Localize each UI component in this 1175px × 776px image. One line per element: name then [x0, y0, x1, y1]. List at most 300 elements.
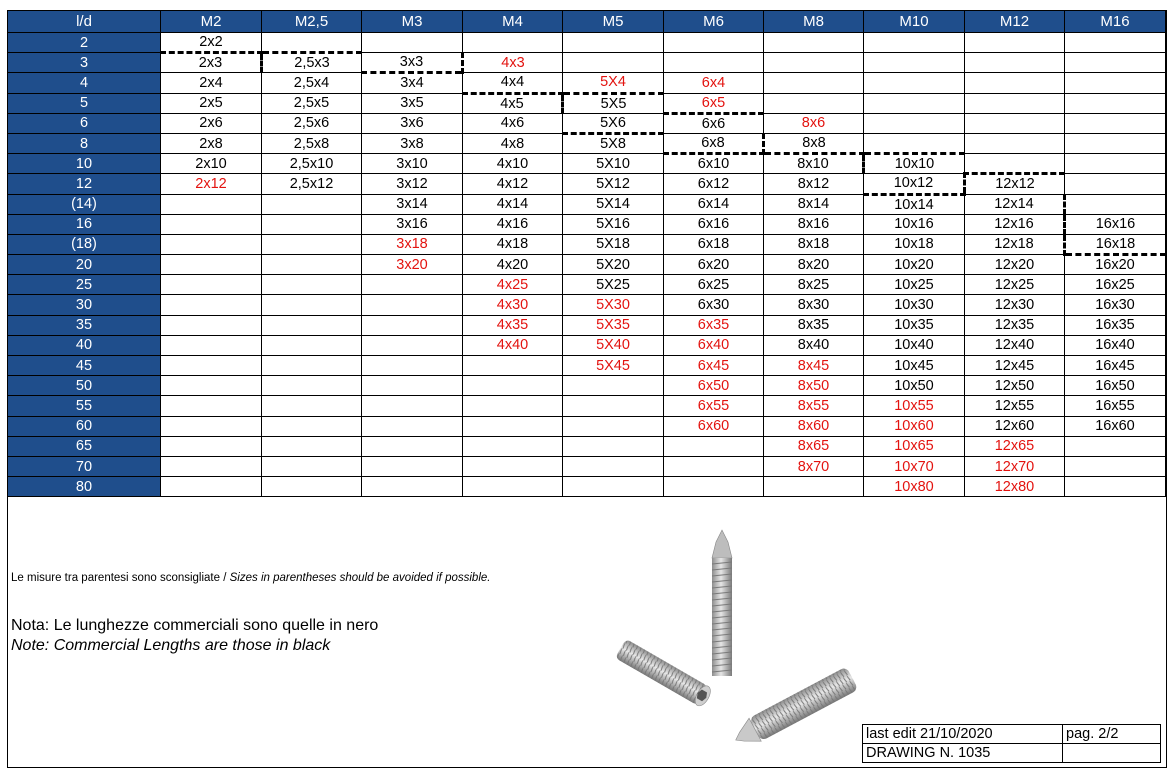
- size-cell: [463, 356, 563, 376]
- table-row: [8, 255, 1166, 275]
- size-cell: 6x25: [664, 275, 764, 295]
- front-screw: [730, 667, 859, 752]
- size-cell: 3x18: [362, 234, 463, 254]
- size-cell: 6x40: [664, 335, 764, 355]
- size-cell: [1065, 93, 1166, 113]
- size-cell: 5X10: [563, 154, 664, 174]
- table-row: [8, 356, 1166, 376]
- size-cell: 16x25: [1065, 275, 1166, 295]
- size-cell: 5X30: [563, 295, 664, 315]
- size-cell: [161, 315, 262, 335]
- size-cell: 12x45: [965, 356, 1065, 376]
- length-label: 5: [8, 93, 161, 113]
- size-cell: 5X6: [563, 113, 664, 133]
- size-cell: [262, 275, 362, 295]
- table-row: [8, 154, 1166, 174]
- size-cell: 5X45: [563, 356, 664, 376]
- size-cell: [161, 416, 262, 436]
- commercial-lengths-note: [11, 616, 378, 656]
- size-cell: 6x18: [664, 234, 764, 254]
- length-label: 70: [8, 456, 161, 476]
- size-cell: 16x35: [1065, 315, 1166, 335]
- size-cell: 16x20: [1065, 255, 1166, 275]
- table-row: [8, 194, 1166, 214]
- length-label: 20: [8, 255, 161, 275]
- size-cell: 10x18: [864, 234, 965, 254]
- size-cell: [965, 154, 1065, 174]
- length-label: 6: [8, 113, 161, 133]
- size-cell: 2,5x6: [262, 113, 362, 133]
- length-label: 25: [8, 275, 161, 295]
- size-cell: 16x40: [1065, 335, 1166, 355]
- size-cell: 4x4: [463, 73, 563, 93]
- size-cell: [161, 214, 262, 234]
- length-label: 35: [8, 315, 161, 335]
- length-label: 80: [8, 477, 161, 497]
- size-cell: 6x10: [664, 154, 764, 174]
- size-cell: [664, 436, 764, 456]
- size-cell: 5X16: [563, 214, 664, 234]
- size-cell: 10x30: [864, 295, 965, 315]
- header-size: M12: [965, 11, 1065, 33]
- size-cell: 12x40: [965, 335, 1065, 355]
- size-cell: 6x4: [664, 73, 764, 93]
- size-cell: 12x60: [965, 416, 1065, 436]
- size-cell: [864, 53, 965, 73]
- size-cell: 3x3: [362, 53, 463, 73]
- size-cell: 5X8: [563, 133, 664, 153]
- length-label: 55: [8, 396, 161, 416]
- size-cell: 3x16: [362, 214, 463, 234]
- size-cell: 4x25: [463, 275, 563, 295]
- length-label: 10: [8, 154, 161, 174]
- size-cell: 5X40: [563, 335, 664, 355]
- size-cell: 4x6: [463, 113, 563, 133]
- parentheses-note: Le misure tra parentesi sono sconsigliate / Sizes in parentheses should be avoided if possible.: [11, 572, 491, 584]
- table-row: [8, 234, 1166, 254]
- header-size: M6: [664, 11, 764, 33]
- size-cell: 4x20: [463, 255, 563, 275]
- size-cell: [1065, 436, 1166, 456]
- size-cell: 12x20: [965, 255, 1065, 275]
- table-row: [8, 315, 1166, 335]
- size-cell: [764, 477, 864, 497]
- size-cell: 12x35: [965, 315, 1065, 335]
- length-label: 2: [8, 33, 161, 53]
- size-cell: [362, 456, 463, 476]
- size-cell: 8x8: [764, 133, 864, 153]
- size-cell: 16x18: [1065, 234, 1166, 254]
- blank-cell: [1063, 744, 1161, 763]
- size-cell: 2x5: [161, 93, 262, 113]
- table-row: [8, 133, 1166, 153]
- size-cell: [1065, 174, 1166, 194]
- size-cell: 16x60: [1065, 416, 1166, 436]
- size-cell: 2,5x4: [262, 73, 362, 93]
- size-cell: 10x50: [864, 376, 965, 396]
- size-cell: 8x16: [764, 214, 864, 234]
- size-cell: [161, 335, 262, 355]
- size-cell: 8x55: [764, 396, 864, 416]
- size-cell: [664, 477, 764, 497]
- size-cell: 10x10: [864, 154, 965, 174]
- size-cell: 6x5: [664, 93, 764, 113]
- header-size: M2: [161, 11, 262, 33]
- size-cell: 2x12: [161, 174, 262, 194]
- table-row: [8, 53, 1166, 73]
- table-row: [8, 477, 1166, 497]
- size-table: [7, 10, 1166, 497]
- size-cell: [965, 93, 1065, 113]
- size-cell: 2,5x3: [262, 53, 362, 73]
- size-cell: 8x14: [764, 194, 864, 214]
- size-cell: 10x55: [864, 396, 965, 416]
- size-cell: 2x2: [161, 33, 262, 53]
- size-cell: [161, 234, 262, 254]
- table-row: [8, 214, 1166, 234]
- size-cell: [1065, 194, 1166, 214]
- size-cell: 16x16: [1065, 214, 1166, 234]
- size-cell: [1065, 133, 1166, 153]
- size-cell: [362, 376, 463, 396]
- size-cell: [965, 73, 1065, 93]
- size-cell: 3x6: [362, 113, 463, 133]
- size-cell: [463, 396, 563, 416]
- size-cell: 4x8: [463, 133, 563, 153]
- nota-italian: Nota: Le lunghezze commerciali sono quelle in nero: [11, 617, 379, 634]
- size-cell: 4x10: [463, 154, 563, 174]
- size-cell: 6x50: [664, 376, 764, 396]
- size-cell: 5X5: [563, 93, 664, 113]
- size-cell: 10x70: [864, 456, 965, 476]
- size-cell: 2x3: [161, 53, 262, 73]
- table-row: [8, 376, 1166, 396]
- size-cell: 6x12: [664, 174, 764, 194]
- size-cell: [161, 295, 262, 315]
- length-label: (14): [8, 194, 161, 214]
- size-cell: [664, 53, 764, 73]
- size-cell: 10x60: [864, 416, 965, 436]
- size-cell: 4x40: [463, 335, 563, 355]
- size-cell: [463, 436, 563, 456]
- header-size: M4: [463, 11, 563, 33]
- size-cell: [161, 436, 262, 456]
- length-label: (18): [8, 234, 161, 254]
- last-edit: last edit 21/10/2020: [863, 725, 1063, 744]
- header-size: M16: [1065, 11, 1166, 33]
- size-cell: 4x14: [463, 194, 563, 214]
- size-cell: [864, 33, 965, 53]
- size-cell: [262, 356, 362, 376]
- size-cell: [965, 133, 1065, 153]
- size-cell: 4x12: [463, 174, 563, 194]
- size-cell: 16x45: [1065, 356, 1166, 376]
- table-header-row: [8, 11, 1166, 33]
- size-cell: 8x70: [764, 456, 864, 476]
- size-cell: [563, 53, 664, 73]
- size-cell: 10x25: [864, 275, 965, 295]
- size-cell: [362, 33, 463, 53]
- size-cell: [362, 335, 463, 355]
- header-size: M8: [764, 11, 864, 33]
- size-cell: 6x60: [664, 416, 764, 436]
- size-cell: 5X18: [563, 234, 664, 254]
- size-cell: 5X20: [563, 255, 664, 275]
- title-block: [862, 724, 1161, 763]
- size-cell: 8x60: [764, 416, 864, 436]
- size-cell: 2,5x5: [262, 93, 362, 113]
- size-cell: 5X4: [563, 73, 664, 93]
- size-cell: [764, 53, 864, 73]
- size-cell: 6x55: [664, 396, 764, 416]
- size-cell: 6x6: [664, 113, 764, 133]
- length-label: 50: [8, 376, 161, 396]
- size-cell: 3x12: [362, 174, 463, 194]
- size-cell: [463, 456, 563, 476]
- size-cell: [965, 33, 1065, 53]
- size-cell: [463, 376, 563, 396]
- size-cell: [1065, 154, 1166, 174]
- size-cell: 3x8: [362, 133, 463, 153]
- size-cell: 3x20: [362, 255, 463, 275]
- size-cell: [262, 416, 362, 436]
- header-size: M5: [563, 11, 664, 33]
- size-cell: 10x80: [864, 477, 965, 497]
- size-cell: [563, 477, 664, 497]
- size-cell: 5X12: [563, 174, 664, 194]
- size-cell: [563, 396, 664, 416]
- size-cell: [262, 436, 362, 456]
- size-cell: 3x14: [362, 194, 463, 214]
- size-cell: 2x6: [161, 113, 262, 133]
- table-row: [8, 113, 1166, 133]
- size-cell: [161, 255, 262, 275]
- table-row: [8, 295, 1166, 315]
- size-cell: [1065, 53, 1166, 73]
- size-cell: 8x40: [764, 335, 864, 355]
- size-cell: [161, 376, 262, 396]
- vertical-screw: [712, 530, 732, 676]
- size-cell: [161, 194, 262, 214]
- size-cell: 4x5: [463, 93, 563, 113]
- size-cell: 10x12: [864, 174, 965, 194]
- length-label: 60: [8, 416, 161, 436]
- size-cell: 12x25: [965, 275, 1065, 295]
- size-cell: 2x8: [161, 133, 262, 153]
- size-cell: [262, 295, 362, 315]
- size-cell: 6x30: [664, 295, 764, 315]
- size-cell: [161, 275, 262, 295]
- size-cell: [965, 113, 1065, 133]
- size-cell: [262, 335, 362, 355]
- size-cell: 10x65: [864, 436, 965, 456]
- size-cell: 12x70: [965, 456, 1065, 476]
- size-cell: 10x16: [864, 214, 965, 234]
- size-cell: 10x40: [864, 335, 965, 355]
- size-cell: 12x55: [965, 396, 1065, 416]
- size-cell: 8x10: [764, 154, 864, 174]
- header-size: M10: [864, 11, 965, 33]
- size-cell: 5X35: [563, 315, 664, 335]
- size-cell: 3x5: [362, 93, 463, 113]
- size-cell: 10x14: [864, 194, 965, 214]
- size-cell: 8x50: [764, 376, 864, 396]
- size-cell: 12x14: [965, 194, 1065, 214]
- size-cell: [864, 73, 965, 93]
- size-cell: 12x50: [965, 376, 1065, 396]
- size-cell: [563, 33, 664, 53]
- size-cell: [965, 53, 1065, 73]
- length-label: 45: [8, 356, 161, 376]
- length-label: 16: [8, 214, 161, 234]
- left-screw: [615, 639, 713, 709]
- size-cell: 8x6: [764, 113, 864, 133]
- size-cell: [262, 214, 362, 234]
- size-cell: 2,5x10: [262, 154, 362, 174]
- size-cell: [463, 416, 563, 436]
- header-corner: l/d: [8, 11, 161, 33]
- length-label: 40: [8, 335, 161, 355]
- size-cell: 3x10: [362, 154, 463, 174]
- size-cell: 8x30: [764, 295, 864, 315]
- size-cell: 8x25: [764, 275, 864, 295]
- size-cell: [262, 33, 362, 53]
- table-row: [8, 275, 1166, 295]
- size-cell: 16x50: [1065, 376, 1166, 396]
- table-row: [8, 33, 1166, 53]
- drawing-number: DRAWING N. 1035: [863, 744, 1063, 763]
- size-cell: 4x18: [463, 234, 563, 254]
- size-cell: 10x20: [864, 255, 965, 275]
- size-cell: [1065, 33, 1166, 53]
- size-cell: 6x14: [664, 194, 764, 214]
- size-cell: 2,5x12: [262, 174, 362, 194]
- size-cell: [262, 456, 362, 476]
- size-cell: [262, 477, 362, 497]
- size-cell: 4x30: [463, 295, 563, 315]
- size-cell: [764, 93, 864, 113]
- size-cell: [362, 295, 463, 315]
- nota-english: Note: Commercial Lengths are those in black: [11, 637, 331, 654]
- table-row: [8, 93, 1166, 113]
- size-cell: 5X25: [563, 275, 664, 295]
- table-row: [8, 396, 1166, 416]
- size-cell: [1065, 456, 1166, 476]
- size-cell: 3x4: [362, 73, 463, 93]
- size-cell: 8x12: [764, 174, 864, 194]
- header-size: M3: [362, 11, 463, 33]
- size-cell: 5X14: [563, 194, 664, 214]
- size-cell: [161, 396, 262, 416]
- page-number: pag. 2/2: [1063, 725, 1161, 744]
- size-cell: [764, 33, 864, 53]
- size-cell: [864, 113, 965, 133]
- size-cell: [1065, 113, 1166, 133]
- size-cell: [262, 194, 362, 214]
- size-cell: [262, 234, 362, 254]
- size-cell: 8x35: [764, 315, 864, 335]
- size-cell: 16x55: [1065, 396, 1166, 416]
- size-cell: 6x8: [664, 133, 764, 153]
- size-cell: 8x45: [764, 356, 864, 376]
- size-cell: [864, 93, 965, 113]
- size-cell: [262, 315, 362, 335]
- size-cell: 8x20: [764, 255, 864, 275]
- size-cell: [262, 396, 362, 416]
- size-cell: 12x80: [965, 477, 1065, 497]
- length-label: 8: [8, 133, 161, 153]
- size-cell: 12x18: [965, 234, 1065, 254]
- table-row: [8, 416, 1166, 436]
- size-cell: [864, 133, 965, 153]
- size-cell: [664, 456, 764, 476]
- size-cell: [262, 376, 362, 396]
- size-cell: [563, 416, 664, 436]
- table-row: [8, 73, 1166, 93]
- size-cell: [362, 356, 463, 376]
- size-cell: [1065, 477, 1166, 497]
- size-cell: 12x30: [965, 295, 1065, 315]
- size-cell: 10x35: [864, 315, 965, 335]
- length-label: 12: [8, 174, 161, 194]
- length-label: 30: [8, 295, 161, 315]
- table-row: [8, 174, 1166, 194]
- size-cell: [362, 275, 463, 295]
- size-cell: 4x3: [463, 53, 563, 73]
- header-size: M2,5: [262, 11, 362, 33]
- size-cell: [563, 456, 664, 476]
- size-cell: 2,5x8: [262, 133, 362, 153]
- size-cell: 6x35: [664, 315, 764, 335]
- size-cell: 8x18: [764, 234, 864, 254]
- size-cell: 2x4: [161, 73, 262, 93]
- size-cell: 16x30: [1065, 295, 1166, 315]
- size-cell: 12x12: [965, 174, 1065, 194]
- size-cell: [563, 436, 664, 456]
- size-cell: [362, 436, 463, 456]
- size-cell: [1065, 73, 1166, 93]
- length-label: 4: [8, 73, 161, 93]
- size-cell: [161, 477, 262, 497]
- length-label: 65: [8, 436, 161, 456]
- size-cell: [664, 33, 764, 53]
- table-row: [8, 456, 1166, 476]
- size-cell: 4x16: [463, 214, 563, 234]
- size-cell: [362, 396, 463, 416]
- size-cell: [161, 356, 262, 376]
- size-cell: [362, 477, 463, 497]
- size-cell: 2x10: [161, 154, 262, 174]
- size-cell: [161, 456, 262, 476]
- size-cell: [463, 33, 563, 53]
- size-cell: 8x65: [764, 436, 864, 456]
- size-cell: 10x45: [864, 356, 965, 376]
- size-cell: [362, 416, 463, 436]
- size-cell: 6x20: [664, 255, 764, 275]
- size-cell: 12x16: [965, 214, 1065, 234]
- size-cell: 12x65: [965, 436, 1065, 456]
- size-cell: [463, 477, 563, 497]
- size-cell: [362, 315, 463, 335]
- table-row: [8, 436, 1166, 456]
- size-cell: 4x35: [463, 315, 563, 335]
- length-label: 3: [8, 53, 161, 73]
- size-cell: 6x16: [664, 214, 764, 234]
- size-cell: 6x45: [664, 356, 764, 376]
- table-row: [8, 335, 1166, 355]
- size-cell: [262, 255, 362, 275]
- grub-screws-photo-icon: [600, 520, 870, 770]
